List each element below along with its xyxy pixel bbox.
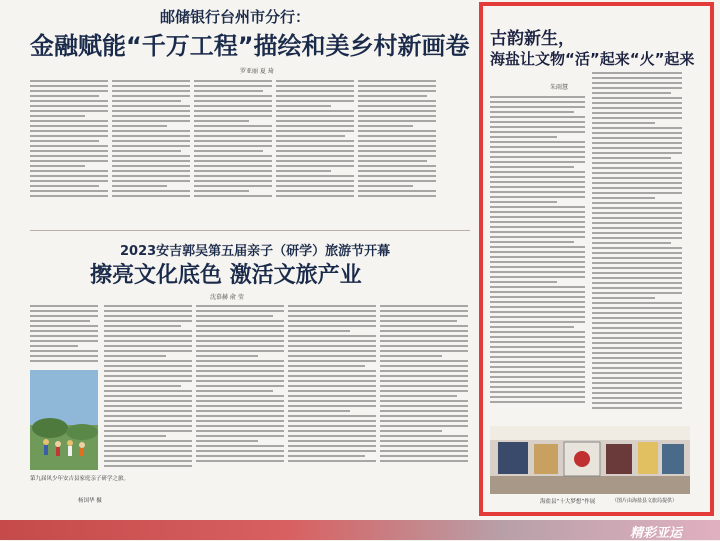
- left-byline: 罗亚丽 夏 琦: [240, 68, 274, 75]
- footer-band: [0, 520, 720, 540]
- middle-photo-credit: 杨国华 摄: [78, 498, 102, 504]
- middle-body-col-4: [288, 305, 376, 465]
- left-body-col-3: [194, 80, 272, 200]
- left-body-col-2: [112, 80, 190, 200]
- middle-headline: 擦亮文化底色 激活文旅产业: [90, 263, 362, 288]
- middle-kicker: 2023安吉郭吴第五届亲子（研学）旅游节开幕: [120, 244, 391, 259]
- right-byline: 朱雨慧: [550, 84, 569, 91]
- middle-body-col-3: [196, 305, 284, 465]
- right-headline-line-1: 古韵新生，: [490, 29, 575, 49]
- left-body-col-4: [276, 80, 354, 200]
- middle-body-col-5: [380, 305, 468, 465]
- left-headline: 金融赋能“千万工程”描绘和美乡村新画卷: [30, 32, 470, 60]
- right-headline-line-2: 海盐让文物“活”起来“火”起来: [490, 50, 695, 68]
- middle-byline: 沈慕赫 俞 莹: [210, 294, 244, 301]
- middle-photo-caption: 第九届风少年安吉县家庭亲子研学之旅。: [30, 476, 130, 482]
- left-body-col-5: [358, 80, 436, 200]
- left-body-col-1: [30, 80, 108, 200]
- middle-body-col-1: [30, 305, 98, 365]
- section-divider: [30, 230, 470, 231]
- middle-body-col-2: [104, 305, 192, 470]
- right-photo-caption: 海盐县“十大梦想”作展: [540, 499, 596, 505]
- left-kicker: 邮储银行台州市分行：: [160, 8, 311, 26]
- footer-brand-text: 精彩亚运: [629, 526, 682, 541]
- right-photo-credit: （图片由海盐县文旅局提供）: [612, 498, 678, 504]
- highlight-frame: [479, 2, 714, 516]
- middle-photo: [30, 370, 98, 470]
